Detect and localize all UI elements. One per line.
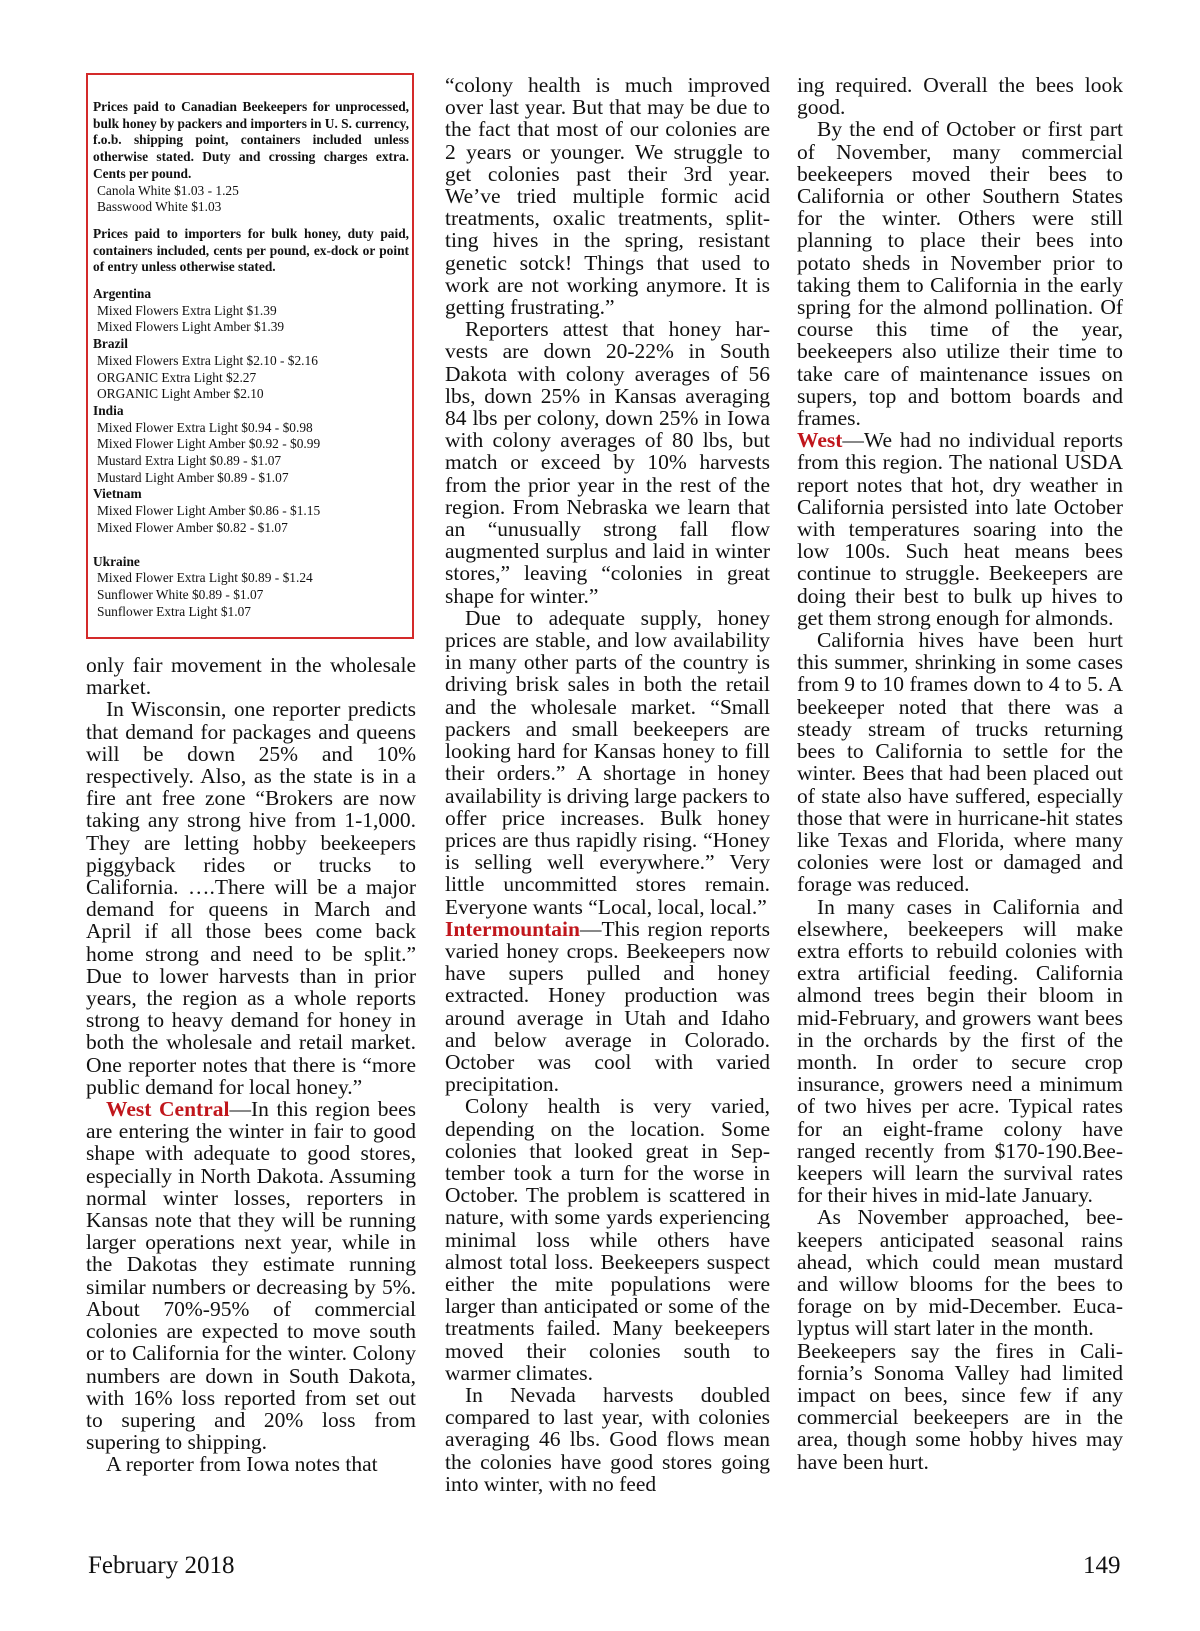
article-column-1 xyxy=(86,654,416,1476)
article-paragraph: By the end of October or first part of November, many commercial beekeepers moved their bees to California or other Southern States for the winter. Others were still planning to place their bees into potato sheds in November prior to taking them to California in the early spring for the almond pollination. Of course this time of the year, beekeepers also utilize their time to take care of maintenance issues on supers, top and bottom boards and frames. xyxy=(797,117,1123,431)
country-heading-india: India xyxy=(93,402,124,418)
canada-price-note: Prices paid to Canadian Beekeepers for unprocessed, bulk honey by packers and importers in U. S. currency, f.o.b. shipping point, containers included unless otherwise stated. Duty and crossing charges extra. Cents per pound. xyxy=(93,99,409,181)
price-entry: ORGANIC Light Amber $2.10 xyxy=(97,386,264,402)
price-entry: Mixed Flower Light Amber $0.86 - $1.15 xyxy=(97,503,321,519)
article-paragraph: In many cases in California and elsewhere, beekeepers will make extra efforts to rebuild colonies with extra artificial feeding. California almond trees begin their bloom in mid-February, and growers want bees in the orchards by the first of the month. In order to secure crop insurance, growers need a minimum of two hives per acre. Typical rates for an eight-frame colony have ranged recently from $170-190.Beekeepers will learn the survival rates for their hives in mid-late January. xyxy=(797,894,1123,1208)
price-entry: Mustard Light Amber $0.89 - $1.07 xyxy=(97,469,289,485)
country-heading-brazil: Brazil xyxy=(93,336,128,352)
article-paragraph xyxy=(445,918,770,1096)
paragraph-body: —We had no individual reports from this region. The national USDA report notes that hot, dry weather in California persisted into late October with temperatures soaring into the low 100s. Such heat means bees continue to struggle. Beekeepers are doing their best to bulk up hives to get them strong enough for almonds. xyxy=(797,428,1123,630)
price-entry: Mustard Extra Light $0.89 - $1.07 xyxy=(97,453,282,469)
article-paragraph: Reporters attest that honey harvests are down 20-22% in South Dakota with colony averages of 56 lbs, down 25% in Kansas averaging 84 lbs per colony, down 25% in Iowa with colony averages of 80 lbs, but match or exceed by 10% harvests from the prior year in the rest of the region. From Nebraska we learn that an “unusually strong fall flow augmented surplus and laid in winter stores,” leaving “colonies in great shape for winter.” xyxy=(445,317,770,608)
article-paragraph xyxy=(797,429,1123,629)
region-heading-west: West xyxy=(797,428,843,453)
article-column-3 xyxy=(797,74,1123,1473)
article-paragraph: Due to adequate supply, honey prices are stable, and low availability in many other parts of the country is driving brisk sales in both the retail and the wholesale market. “Small packers and small beekeepers are looking hard for Kansas honey to fill their orders.” A shortage in honey availability is driving large packers to offer price increases. Bulk honey prices are thus rapidly rising. “Honey is selling well everywhere.” Very little uncommitted stores remain. Everyone wants “Local, local, local.” xyxy=(445,605,770,919)
page-number: 149 xyxy=(1083,1552,1121,1579)
price-entry: Mixed Flower Light Amber $0.92 - $0.99 xyxy=(97,436,321,452)
article-paragraph: As November approached, beekeepers anticipated seasonal rains ahead, which could mean mustard and willow blooms for the bees to forage on by mid-December. Eucalyptus will start later in the month. xyxy=(797,1205,1123,1341)
paragraph-body: —In this region bees are entering the winter in fair to good shape with adequate to good stores, especially in North Dakota. Assuming normal winter losses, reporters in Kansas note that they will be running larger operations next year, while in the Dakotas they estimate running similar numbers or decreasing by 5%. About 70%-95% of commercial colonies are expected to move south or to California for the winter. Colony numbers are down in South Dakota, with 16% loss reported from set out to supering and 20% loss from supering to shipping. xyxy=(86,1097,416,1455)
article-paragraph: Colony health is very varied, depending on the location. Some colonies that looked great in September took a turn for the worse in October. The problem is scattered in nature, with some yards experiencing minimal loss while others have almost total loss. Beekeepers suspect either the mite populations were larger than anticipated or some of the treatments failed. Many beekeepers moved their colonies south to warmer climates. xyxy=(445,1094,770,1385)
article-paragraph: only fair movement in the wholesale market. xyxy=(86,653,416,700)
article-paragraph xyxy=(86,1098,416,1453)
region-heading-intermountain: Intermountain xyxy=(445,916,580,941)
price-entry: Mixed Flowers Extra Light $2.10 - $2.16 xyxy=(97,352,318,368)
article-paragraph: A reporter from Iowa notes that xyxy=(106,1452,378,1477)
country-heading-argentina: Argentina xyxy=(93,286,152,302)
country-heading-ukraine: Ukraine xyxy=(93,553,140,569)
price-entry: Sunflower Extra Light $1.07 xyxy=(97,603,251,619)
region-heading-west-central: West Central xyxy=(106,1097,230,1122)
article-paragraph: In Wisconsin, one reporter predicts that demand for packages and queens will be down 25% and 10% respectively. Also, as the state is in a fire ant free zone “Brokers are now taking any strong hive from 1-1,000. They are letting hobby beekeepers piggyback rides or trucks to California. ….There will be a major demand for queens in March and April if all those bees come back home strong and need to be split.” Due to lower harvests than in prior years, the region as a whole reports strong to heavy demand for honey in both the wholesale and retail market. One reporter notes that there is “more public demand for local honey.” xyxy=(86,697,416,1099)
price-entry: Mixed Flowers Extra Light $1.39 xyxy=(97,302,277,318)
price-entry: Mixed Flower Amber $0.82 - $1.07 xyxy=(97,519,288,535)
price-entry: Mixed Flower Extra Light $0.89 - $1.24 xyxy=(97,570,313,586)
article-paragraph: ing required. Overall the bees look good. xyxy=(797,73,1123,120)
article-paragraph: California hives have been hurt this summer, shrinking in some cases from 9 to 10 frames down to 4 to 5. A beekeeper noted that there was a steady stream of trucks returning bees to California to settle for the winter. Bees that had been placed out of state also have suffered, especially those that were in hurricane-hit states like Texas and Florida, where many colonies were lost or damaged and forage was reduced. xyxy=(797,628,1123,897)
article-column-2 xyxy=(445,74,770,1495)
country-heading-vietnam: Vietnam xyxy=(93,486,142,502)
price-entry: Canola White $1.03 - 1.25 xyxy=(97,182,239,198)
price-entry: Mixed Flower Extra Light $0.94 - $0.98 xyxy=(97,419,313,435)
article-paragraph: Beekeepers say the fires in California’s Sonoma Valley had limited impact on bees, since few if any commercial beekeepers are in the area, though some hobby hives may have been hurt. xyxy=(797,1338,1123,1474)
honey-price-sidebar xyxy=(86,73,414,639)
importers-price-note: Prices paid to importers for bulk honey, duty paid, containers included, cents per pound, ex-dock or point of entry unless otherwise stated. xyxy=(93,225,409,275)
price-entry: Sunflower White $0.89 - $1.07 xyxy=(97,586,264,602)
article-paragraph: In Nevada harvests doubled compared to last year, with colonies averaging 46 lbs. Good flows mean the colonies have good stores going into winter, with no feed xyxy=(445,1382,770,1496)
price-entry: Basswood White $1.03 xyxy=(97,199,222,215)
price-entry: ORGANIC Extra Light $2.27 xyxy=(97,369,257,385)
article-paragraph: “colony health is much improved over last year. But that may be due to the fact that most of our colonies are 2 years or younger. We struggle to get colonies past their 3rd year. We’ve tried multiple formic acid treatments, oxalic treatments, splitting hives in the spring, resistant genetic sotck! Things that used to work are not working anymore. It is getting frustrating.” xyxy=(445,73,770,320)
paragraph-body: —This region reports varied honey crops. Beekeepers now have supers pulled and honey extracted. Honey production was around average in Utah and Idaho and below average in Colorado. October was cool with varied precipitation. xyxy=(445,916,770,1097)
issue-date: February 2018 xyxy=(88,1552,235,1579)
price-entry: Mixed Flowers Light Amber $1.39 xyxy=(97,319,285,335)
